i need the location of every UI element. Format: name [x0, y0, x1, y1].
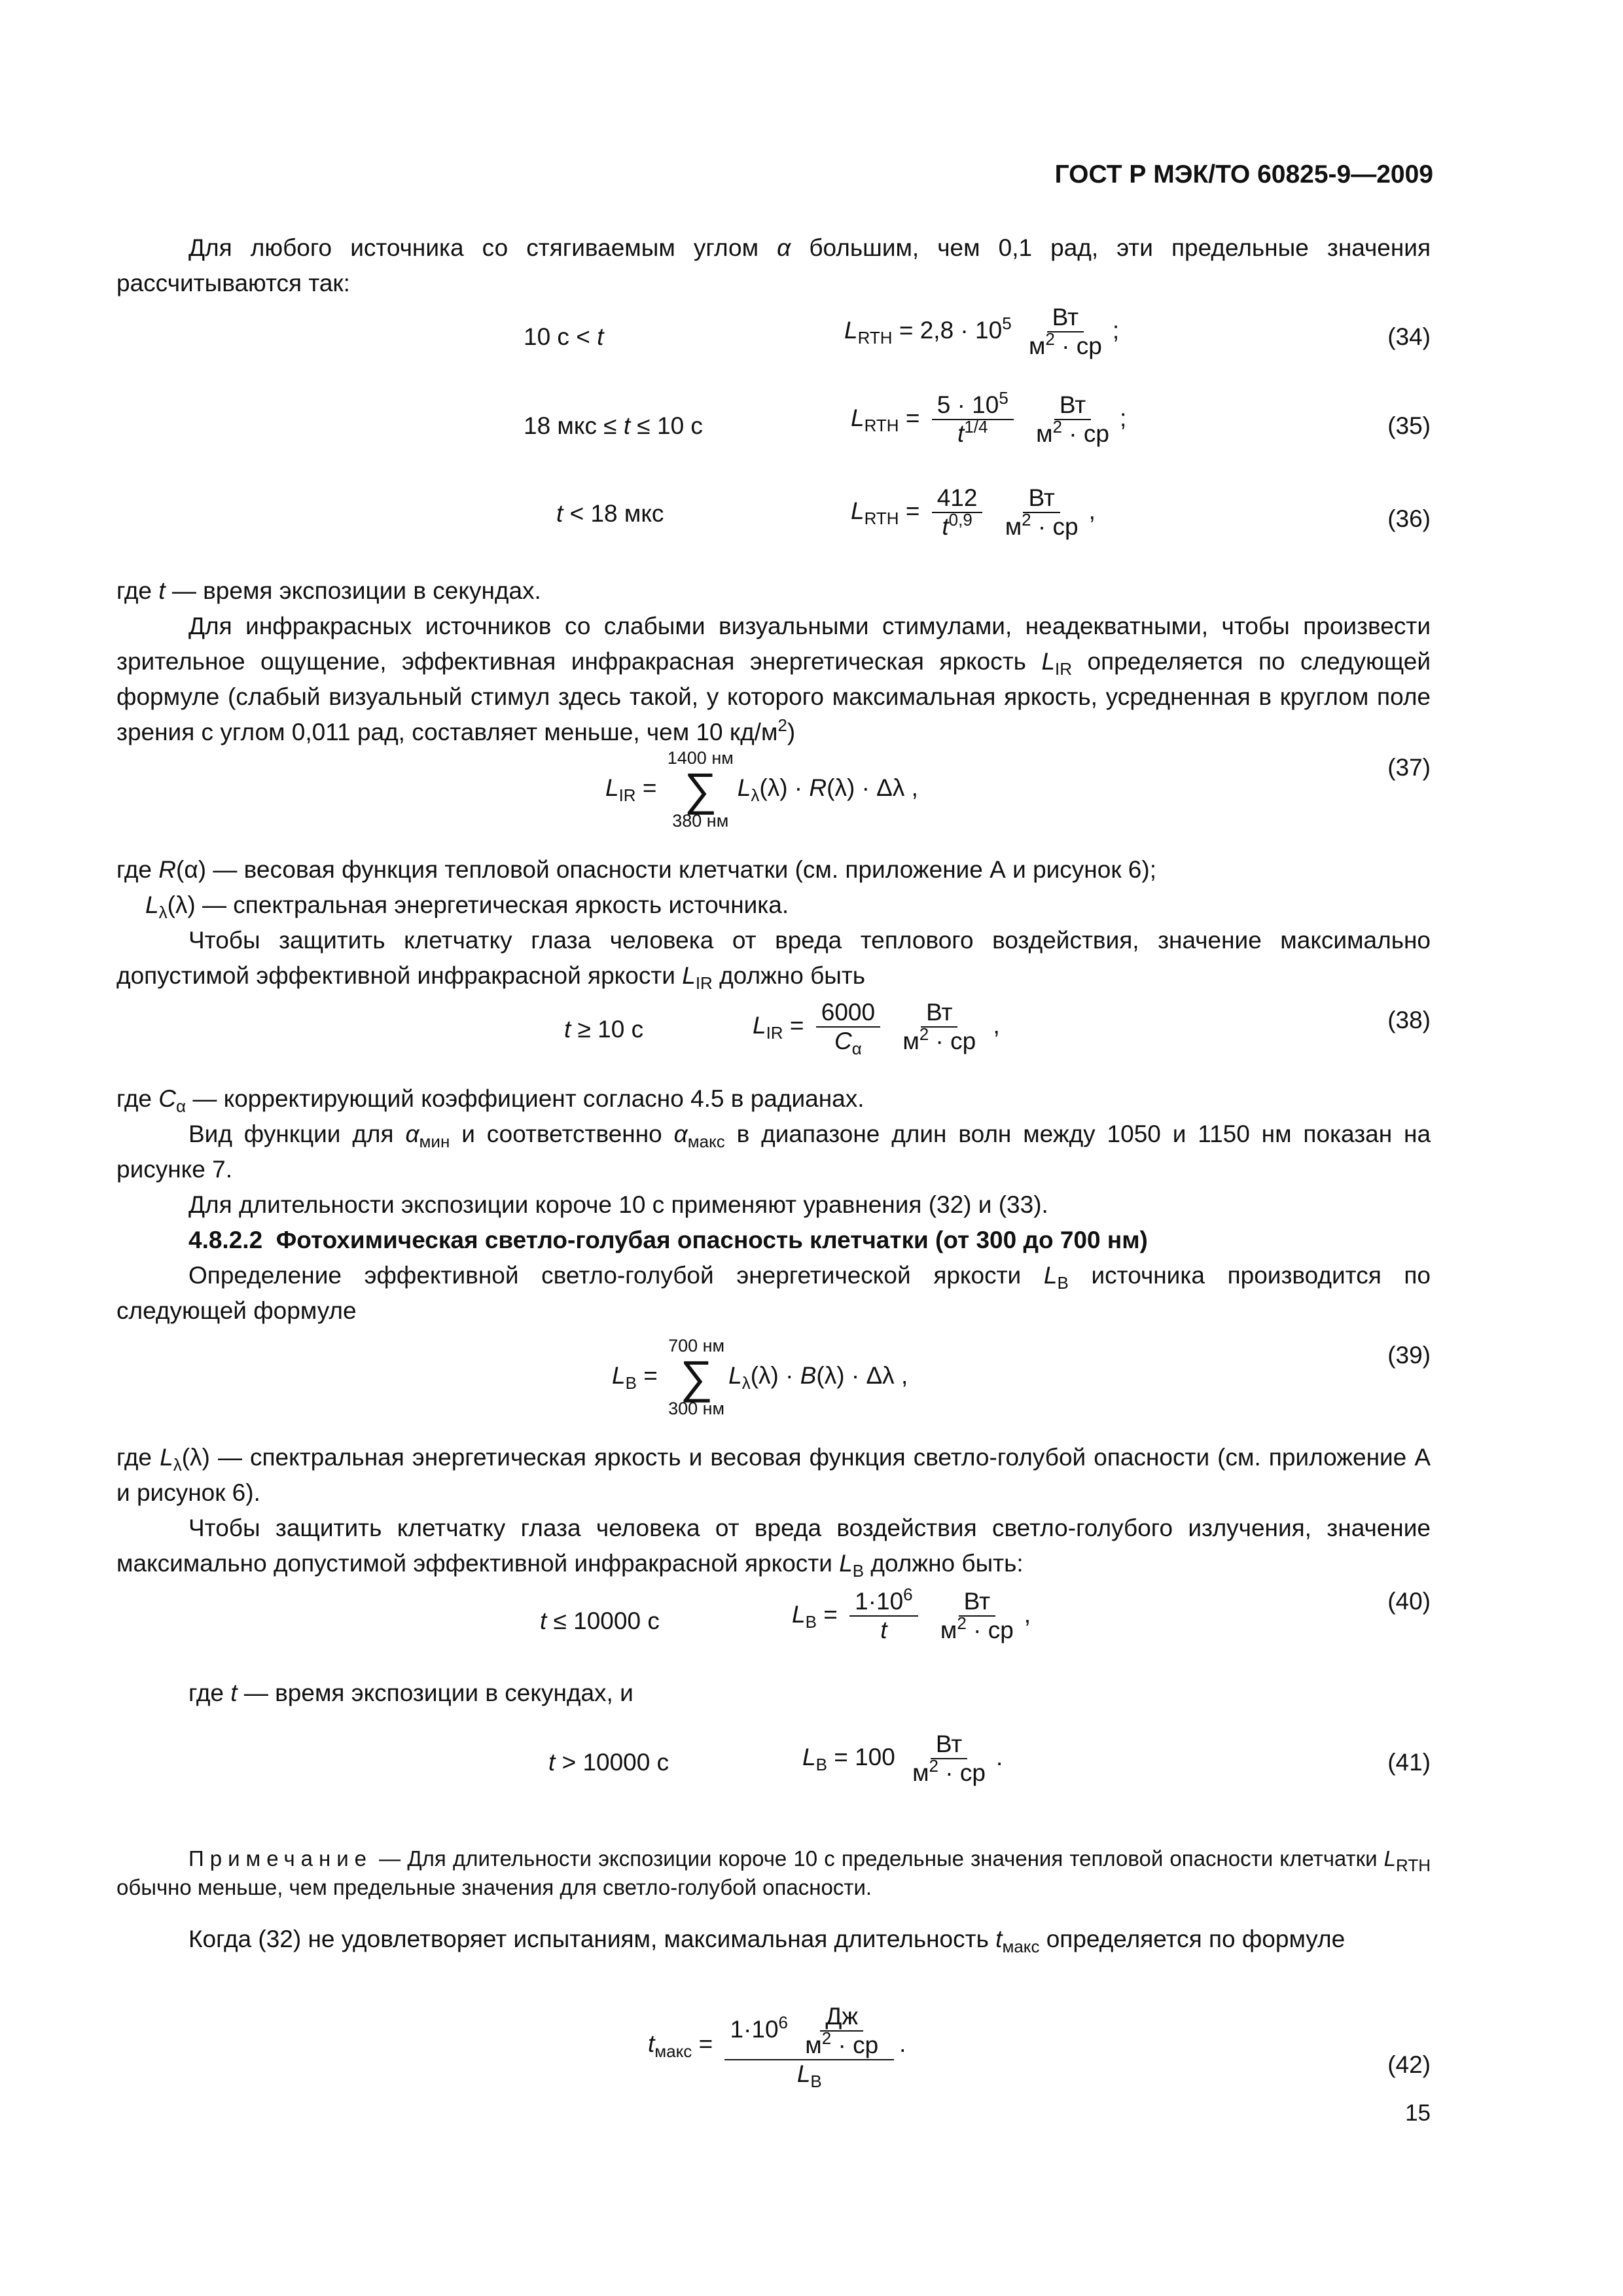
paragraph-blue-light: Определение эффективной светло-голубой энергетической яркости $L_B$ источника производится по следующей формуле: [116, 1262, 1431, 1324]
eq38-number: (38): [1387, 1007, 1431, 1033]
note: Примечание — Для длительности экспозиции короче 10 с предельные значения тепловой опасности клетчатки $L_{RTH}$ обычно меньше, чем предельные значения для светло-голубой опасности.: [116, 1846, 1431, 1899]
where-blue-weighting: где $L_\lambda(\lambda)$ — спектральная энергетическая яркость и весовая функция светло-голубой опасности (см. приложение А и рисунок 6).: [116, 1444, 1431, 1506]
where-time-2: где t — время экспозиции в секундах, и: [188, 1679, 633, 1706]
where-weighting: где R(α) — весовая функция тепловой опасности клетчатки (см. приложение А и рисунок 6);: [116, 856, 1156, 883]
eq37-number: (37): [1387, 754, 1431, 781]
eq38-condition: t ≥ 10 с: [564, 1016, 644, 1043]
where-spectral: $L_\lambda(\lambda)$ — спектральная энергетическая яркость источника.: [145, 891, 789, 922]
eq35-number: (35): [1387, 412, 1431, 439]
where-correction: где $C_\alpha$ — корректирующий коэффициент согласно 4.5 в радианах.: [116, 1085, 865, 1116]
eq34-formula: $L_{RTH} = 2,8 \cdot 10^5$ $\frac{Вт}{м^2 \cdot ср}$ ;: [844, 304, 1120, 359]
eq34-condition: 10 с < t: [524, 323, 604, 350]
eq40-formula: $L_B$ = $\frac{1\cdot 10^6}{t}$ $\frac{Вт}{м^2 \cdot ср}$ ,: [792, 1585, 1031, 1643]
eq36-formula: $L_{RTH}$ = $\frac{412}{t^{0,9}}$ $\frac{Вт}{м^2 \cdot ср}$ ,: [851, 484, 1096, 540]
paragraph-max-duration: Когда (32) не удовлетворяет испытаниям, максимальная длительность $t_{макс}$ определяется по формуле: [188, 1926, 1346, 1956]
eq42-formula: $t_{макс}$ = $1\cdot 10^6$ $\frac{Дж}{м^2 \cdot ср}$ $L_B$ .: [648, 2003, 906, 2091]
eq34-number: (34): [1387, 323, 1431, 350]
eq39-formula: $L_B$ = 700 нм ∑ 300 нм $L_\lambda(\lambda) \cdot B(\lambda) \cdot \Delta\lambda$ ,: [612, 1336, 908, 1418]
eq40-condition: t ≤ 10000 с: [540, 1607, 660, 1634]
eq41-condition: t > 10000 с: [548, 1749, 669, 1776]
paragraph-infrared: Для инфракрасных источников со слабыми визуальными стимулами, неадекватными, чтобы произвести зрительное ощущение, эффективная инфракрасная энергетическая яркость $L_{IR}$ определяется по следующей формуле (слабый визуальный стимул здесь такой, у которого максимальная яркость, усредненная в круглом поле зрения с углом 0,011 рад, составляет меньше, чем 10 $кд/м^2$): [116, 613, 1431, 745]
eq35-formula: $L_{RTH}$ = $\frac{5 \cdot 10^5}{t^{1/4}}$ $\frac{Вт}{м^2 \cdot ср}$ ;: [851, 388, 1127, 447]
where-time: где t — время экспозиции в секундах.: [116, 577, 541, 604]
paragraph-short-exposure: Для длительности экспозиции короче 10 с применяют уравнения (32) и (33).: [188, 1191, 1048, 1218]
paragraph-blue-protection: Чтобы защитить клетчатку глаза человека от вреда воздействия светло-голубого излучения, значение максимально допустимой эффективной инфракрасной яркости $L_B$ должно быть:: [116, 1515, 1431, 1581]
document-header: ГОСТ Р МЭК/ТО 60825-9—2009: [1054, 160, 1433, 188]
paragraph-function-view: Вид функции для $\alpha_{мин}$ и соответственно $\alpha_{макс}$ в диапазоне длин волн между 1050 и 1150 нм показан на рисунке 7.: [116, 1121, 1431, 1183]
page-number: 15: [1405, 2100, 1431, 2126]
eq42-number: (42): [1387, 2051, 1431, 2078]
paragraph-intro: Для любого источника со стягиваемым углом α большим, чем 0,1 рад, эти предельные значения рассчитываются так:: [116, 234, 1431, 296]
eq36-number: (36): [1387, 505, 1431, 532]
eq37-formula: $L_{IR}$ = 1400 нм ∑ 380 нм $L_\lambda(\lambda) \cdot R(\lambda) \cdot \Delta\lambda$ ,: [605, 748, 918, 831]
eq36-condition: t < 18 мкс: [556, 500, 664, 527]
eq41-formula: $L_B = 100$ $\frac{Вт}{м^2 \cdot ср}$ .: [802, 1731, 1003, 1786]
eq40-number: (40): [1387, 1588, 1431, 1615]
eq38-formula: $L_{IR}$ = $\frac{6000}{C_\alpha}$ $\frac{Вт}{м^2 \cdot ср}$ ,: [753, 999, 1000, 1058]
eq35-condition: 18 мкс ≤ t ≤ 10 с: [524, 412, 703, 439]
paragraph-thermal-protection: Чтобы защитить клетчатку глаза человека от вреда теплового воздействия, значение максимально допустимой эффективной инфракрасной яркости $L_{IR}$ должно быть: [116, 927, 1431, 993]
eq41-number: (41): [1387, 1749, 1431, 1776]
section-heading: 4.8.2.2 Фотохимическая светло-голубая опасность клетчатки (от 300 до 700 нм): [188, 1227, 1148, 1253]
eq39-number: (39): [1387, 1342, 1431, 1369]
